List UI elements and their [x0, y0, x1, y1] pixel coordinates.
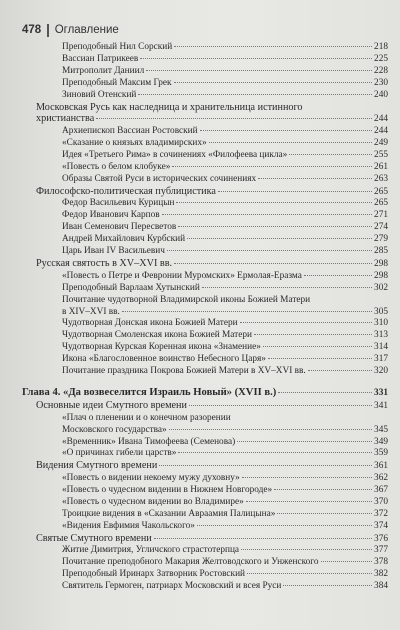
toc-page-number: 244 [374, 114, 388, 125]
dot-leader [254, 333, 372, 335]
header-divider [47, 24, 49, 37]
toc-entry [22, 126, 388, 138]
toc-entry-title: Преподобный Максим Грек [62, 77, 172, 88]
toc-page-number: 310 [374, 318, 388, 329]
toc-page-number: 345 [374, 424, 388, 435]
toc-entry [22, 354, 388, 366]
toc-entry-title: Преподобный Нил Сорский [62, 42, 173, 52]
toc-entry-title: «Видения Евфимия Чакольского» [62, 520, 195, 531]
toc-page-number: 359 [374, 448, 388, 459]
toc-entry [22, 413, 388, 425]
toc-entry-title: Святитель Гермоген, патриарх Московский и всея Руси [62, 581, 282, 592]
toc-page-number: 230 [374, 77, 388, 88]
toc-entry-title: Митрополит Даниил [62, 65, 145, 76]
dot-leader [202, 286, 372, 288]
dot-leader [240, 321, 372, 323]
dot-leader [241, 548, 372, 550]
dot-leader [189, 404, 372, 406]
toc-entry-title: Троицкие видения в «Сказании Авраамия Палицына» [62, 508, 276, 519]
dot-leader [274, 488, 372, 490]
toc-entry-title: Образы Святой Руси в исторических сочинениях [62, 173, 257, 184]
dot-leader [140, 57, 372, 59]
dot-leader [162, 213, 372, 215]
toc-entry-title: Святые Смутного времени [36, 532, 152, 544]
toc-entry [22, 509, 388, 521]
dot-leader [187, 237, 372, 239]
toc-entry-title: Царь Иван IV Васильевич [62, 246, 165, 257]
toc-entry-title: Житие Димитрия, Угличского страстотерпца [62, 545, 240, 556]
table-of-contents [22, 42, 388, 593]
toc-page-number: 331 [374, 387, 388, 398]
toc-page-number: 225 [374, 53, 388, 64]
dot-leader [174, 81, 373, 83]
toc-page-number: 240 [374, 89, 388, 100]
dot-leader [200, 129, 372, 131]
toc-entry-title: Идея «Третьего Рима» в сочинениях «Филофеева цикла» [62, 149, 288, 160]
toc-page-number: 382 [374, 569, 388, 580]
toc-entry-title: Федор Иванович Карпов [62, 210, 160, 221]
toc-page-number: 378 [374, 557, 388, 568]
toc-entry [22, 485, 388, 497]
toc-entry [22, 78, 388, 90]
dot-leader [167, 249, 372, 251]
dot-leader [246, 500, 372, 502]
dot-leader [176, 201, 372, 203]
dot-leader [277, 512, 372, 514]
toc-entry [22, 473, 388, 485]
toc-chapter [22, 386, 388, 400]
toc-entry-title: «Повесть о чудесном видении в Нижнем Новгороде» [62, 485, 273, 496]
dot-leader [174, 262, 372, 264]
toc-entry-title: «Повесть о видении некоему мужу духовну» [62, 473, 240, 484]
toc-entry [22, 222, 388, 234]
toc-page-number: 255 [374, 149, 388, 160]
dot-leader [308, 369, 372, 371]
toc-entry-title: в XIV–XVI вв. [62, 306, 120, 317]
toc-page-number: 249 [374, 138, 388, 149]
dot-leader [305, 107, 386, 108]
toc-page-number: 298 [374, 270, 388, 281]
toc-page-number: 384 [374, 581, 388, 592]
dot-leader [268, 357, 372, 359]
toc-entry-title: Московская Русь как наследница и хранительница истинного [36, 101, 303, 113]
toc-page-number: 228 [374, 65, 388, 76]
toc-entry-title: Московского государства» [62, 424, 167, 435]
toc-entry [22, 42, 388, 54]
dot-leader [233, 417, 386, 418]
toc-entry-title: Преподобный Варлаам Хутынский [62, 282, 200, 293]
toc-entry [22, 437, 388, 449]
toc-entry-title: Федор Васильевич Курицын [62, 198, 175, 209]
toc-entry-title: Почитание праздника Покрова Божией Матери в XV–XVI вв. [62, 366, 306, 377]
toc-entry [22, 138, 388, 150]
toc-page-number: 362 [374, 473, 388, 484]
dot-leader [242, 476, 372, 478]
dot-leader [321, 560, 373, 562]
toc-entry [22, 295, 388, 307]
dot-leader [304, 274, 372, 276]
toc-entry-title: «Плач о пленении и о конечном разорении [62, 412, 231, 423]
toc-entry [22, 318, 388, 330]
toc-entry [22, 66, 388, 78]
dot-leader [209, 141, 372, 143]
toc-entry [22, 366, 388, 378]
dot-leader [96, 117, 372, 119]
toc-page-number: 305 [374, 306, 388, 317]
toc-page-number: 313 [374, 330, 388, 341]
dot-leader [283, 584, 372, 586]
toc-page-number: 376 [374, 533, 388, 544]
toc-entry [22, 497, 388, 509]
toc-entry-title: Андрей Михайлович Курбский [62, 234, 186, 245]
toc-page-number: 349 [374, 436, 388, 447]
toc-entry [22, 54, 388, 66]
toc-entry [22, 569, 388, 581]
toc-page-number: 302 [374, 282, 388, 293]
dot-leader [247, 572, 372, 574]
toc-page-number: 279 [374, 234, 388, 245]
dot-leader [178, 451, 372, 453]
toc-entry-title: Зиновий Отенский [62, 89, 137, 100]
toc-entry-title: Чудотворная Донская икона Божией Матери [62, 318, 238, 329]
toc-entry [22, 174, 388, 186]
toc-entry-title: Вассиан Патрикеев [62, 53, 139, 64]
toc-entry [22, 271, 388, 283]
toc-entry-title: Почитание чудотворной Владимирской иконы Божией Матери [62, 294, 311, 305]
toc-entry-title: «Временник» Ивана Тимофеева (Семенова) [62, 436, 236, 447]
toc-entry-title: Иван Семенович Пересветов [62, 222, 177, 233]
toc-page-number: 265 [374, 198, 388, 209]
toc-page-number: 218 [374, 42, 388, 52]
toc-entry [22, 448, 388, 460]
toc-entry [22, 150, 388, 162]
toc-entry [22, 545, 388, 557]
dot-leader [146, 69, 372, 71]
toc-page-number: 314 [374, 342, 388, 353]
toc-section [22, 400, 388, 413]
toc-entry [22, 162, 388, 174]
toc-entry-title: Глава 4. «Да возвеселится Израиль Новый» (XVII в.) [22, 386, 277, 398]
toc-page-number: 261 [374, 161, 388, 172]
toc-page-number: 367 [374, 485, 388, 496]
dot-leader [278, 391, 372, 393]
dot-leader [263, 345, 372, 347]
toc-entry-title: Русская святость в XV–XVI вв. [36, 257, 173, 269]
toc-page-number: 361 [374, 461, 388, 472]
toc-entry-title: «Повесть о белом клобуке» [62, 161, 171, 172]
dot-leader [122, 310, 372, 312]
dot-leader [237, 440, 372, 442]
toc-section [22, 460, 388, 473]
toc-entry [22, 425, 388, 437]
dot-leader [258, 177, 372, 179]
toc-entry-title: Почитание преподобного Макария Желтоводского и Унженского [62, 557, 319, 568]
dot-leader [159, 464, 372, 466]
dot-leader [197, 524, 372, 526]
dot-leader [289, 153, 372, 155]
dot-leader [312, 299, 386, 300]
toc-entry [22, 246, 388, 258]
toc-entry-title: «Повесть о Петре и Февронии Муромских» Ермолая-Еразма [62, 270, 302, 281]
dot-leader [169, 428, 372, 430]
toc-page-number: 372 [374, 508, 388, 519]
toc-page-number: 265 [374, 186, 388, 197]
toc-entry-title: Чудотворная Курская Коренная икона «Знамение» [62, 342, 261, 353]
dot-leader [178, 225, 372, 227]
toc-page-number: 317 [374, 354, 388, 365]
toc-entry-title: Архиепископ Вассиан Ростовский [62, 126, 198, 137]
toc-page-number: 263 [374, 173, 388, 184]
toc-page-number: 285 [374, 246, 388, 257]
toc-page-number: 244 [374, 126, 388, 137]
toc-section [22, 186, 388, 199]
toc-entry [22, 557, 388, 569]
toc-entry-title: Преподобный Иринарх Затворник Ростовский [62, 569, 246, 580]
toc-entry [22, 581, 388, 593]
toc-page-number: 370 [374, 496, 388, 507]
toc-entry [22, 198, 388, 210]
dot-leader [154, 537, 372, 539]
toc-page-number: 374 [374, 520, 388, 531]
toc-entry-title: Чудотворная Смоленская икона Божией Матери [62, 330, 252, 341]
dot-leader [174, 45, 372, 47]
toc-entry [22, 307, 388, 319]
toc-page-number: 298 [374, 258, 388, 269]
toc-page-number: 274 [374, 222, 388, 233]
toc-entry-title: Философско-политическая публицистика [36, 185, 216, 197]
toc-entry [22, 330, 388, 342]
toc-page-number: 271 [374, 210, 388, 221]
toc-entry [22, 342, 388, 354]
toc-page-number: 341 [374, 400, 388, 411]
toc-entry-title: «Повесть о чудесном видении во Владимире» [62, 496, 244, 507]
toc-entry-title: «Сказание о князьях владимирских» [62, 138, 207, 149]
toc-section [22, 113, 388, 126]
toc-entry-title: Икона «Благословенное воинство Небесного Царя» [62, 354, 266, 365]
toc-page-number: 377 [374, 545, 388, 556]
dot-leader [172, 165, 372, 167]
dot-leader [138, 93, 372, 95]
page-number: 478 [22, 24, 42, 36]
toc-entry [22, 283, 388, 295]
toc-entry [22, 521, 388, 533]
toc-page-number: 320 [374, 366, 388, 377]
toc-entry-title: Видения Смутного времени [36, 460, 158, 472]
toc-section [22, 258, 388, 271]
toc-section [22, 533, 388, 546]
toc-entry-title: «О причинах гибели царств» [62, 448, 177, 459]
running-title: Оглавление [54, 24, 119, 36]
dot-leader [218, 190, 372, 192]
toc-entry [22, 234, 388, 246]
page-header [22, 22, 390, 38]
toc-entry [22, 210, 388, 222]
toc-entry [22, 90, 388, 102]
toc-entry-title: Основные идеи Смутного времени [36, 399, 187, 411]
toc-section [22, 102, 388, 114]
toc-entry-title: христианства [36, 113, 95, 125]
